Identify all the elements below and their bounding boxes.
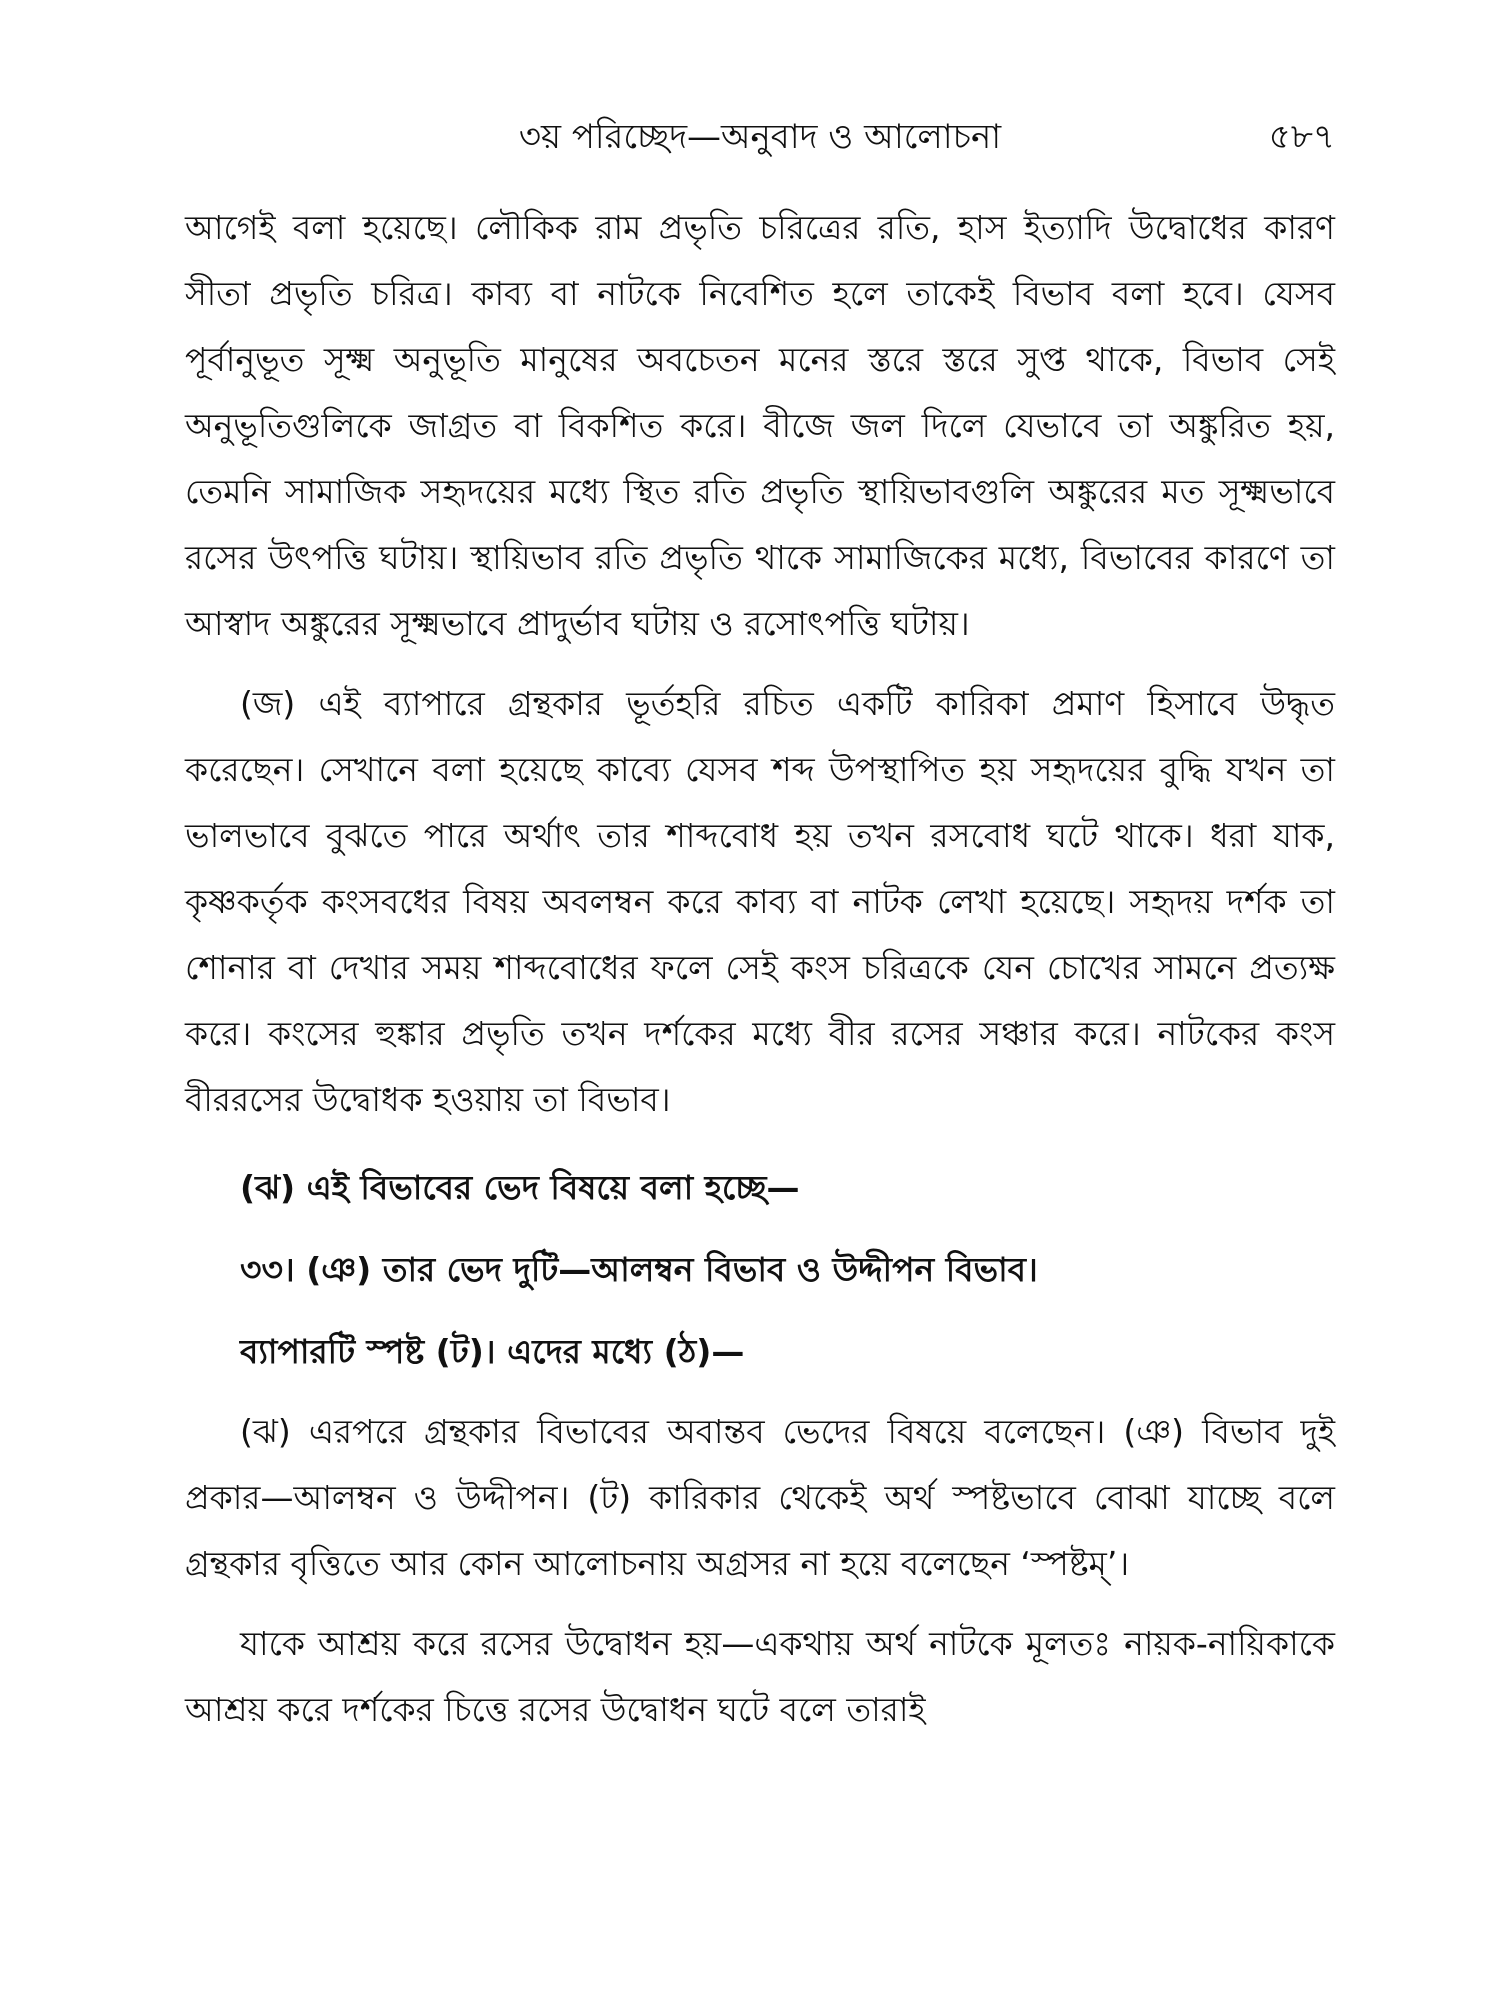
karika-line-3: ব্যাপারটি স্পষ্ট (ট)। এদের মধ্যে (ঠ)— — [240, 1332, 745, 1371]
running-title: ৩য় পরিচ্ছেদ—অনুবাদ ও আলোচনা — [518, 117, 1002, 157]
karika-block — [185, 1155, 1335, 1385]
page-body — [185, 195, 1335, 1743]
paragraph-1: আগেই বলা হয়েছে। লৌকিক রাম প্রভৃতি চরিত্রের রতি, হাস ইত্যাদি উদ্বোধের কারণ সীতা প্রভৃতি চরিত্র। কাব্য বা নাটকে নিবেশিত হলে তাকেই বিভাব বলা হবে। যেসব পূর্বানুভূত সূক্ষ্ম অনুভূতি মানুষের অবচেতন মনের স্তরে স্তরে সুপ্ত থাকে, বিভাব সেই অনুভূতিগুলিকে জাগ্রত বা বিকশিত করে। বীজে জল দিলে যেভাবে তা অঙ্কুরিত হয়, তেমনি সামাজিক সহৃদয়ের মধ্যে স্থিত রতি প্রভৃতি স্থায়িভাবগুলি অঙ্কুরের মত সূক্ষ্মভাবে রসের উৎপত্তি ঘটায়। স্থায়িভাব রতি প্রভৃতি থাকে সামাজিকের মধ্যে, বিভাবের কারণে তা আস্বাদ অঙ্কুরের সূক্ষ্মভাবে প্রাদুর্ভাব ঘটায় ও রসোৎপত্তি ঘটায়। — [185, 208, 1335, 643]
paragraph-4: যাকে আশ্রয় করে রসের উদ্বোধন হয়—একথায় অর্থ নাটকে মূলতঃ নায়ক-নায়িকাকে আশ্রয় করে দর্শকের চিত্তে রসের উদ্বোধন ঘটে বলে তারাই — [185, 1624, 1335, 1729]
paragraph-3: (ঝ) এরপরে গ্রন্থকার বিভাবের অবান্তব ভেদের বিষয়ে বলেছেন। (ঞ) বিভাব দুই প্রকার—আলম্বন ও উদ্দীপন। (ট) কারিকার থেকেই অর্থ স্পষ্টভাবে বোঝা যাচ্ছে বলে গ্রন্থকার বৃত্তিতে আর কোন আলোচনায় অগ্রসর না হয়ে বলেছেন ‘স্পষ্টম্’। — [185, 1412, 1335, 1583]
paragraph-2: (জ) এই ব্যাপারে গ্রন্থকার ভূর্তহরি রচিত একটি কারিকা প্রমাণ হিসাবে উদ্ধৃত করেছেন। সেখানে বলা হয়েছে কাব্যে যেসব শব্দ উপস্থাপিত হয় সহৃদয়ের বুদ্ধি যখন তা ভালভাবে বুঝতে পারে অর্থাৎ তার শাব্দবোধ হয় তখন রসবোধ ঘটে থাকে। ধরা যাক, কৃষ্ণকর্তৃক কংসবধের বিষয় অবলম্বন করে কাব্য বা নাটক লেখা হয়েছে। সহৃদয় দর্শক তা শোনার বা দেখার সময় শাব্দবোধের ফলে সেই কংস চরিত্রকে যেন চোখের সামনে প্রত্যক্ষ করে। কংসের হুঙ্কার প্রভৃতি তখন দর্শকের মধ্যে বীর রসের সঞ্চার করে। নাটকের কংস বীররসের উদ্বোধক হওয়ায় তা বিভাব। — [185, 684, 1335, 1119]
page-header — [185, 112, 1335, 162]
karika-line-2: ৩৩। (ঞ) তার ভেদ দুটি—আলম্বন বিভাব ও উদ্দীপন বিভাব। — [240, 1250, 1038, 1289]
page-number: ৫৮৭ — [1268, 117, 1335, 157]
karika-line-1: (ঝ) এই বিভাবের ভেদ বিষয়ে বলা হচ্ছে— — [240, 1168, 800, 1207]
